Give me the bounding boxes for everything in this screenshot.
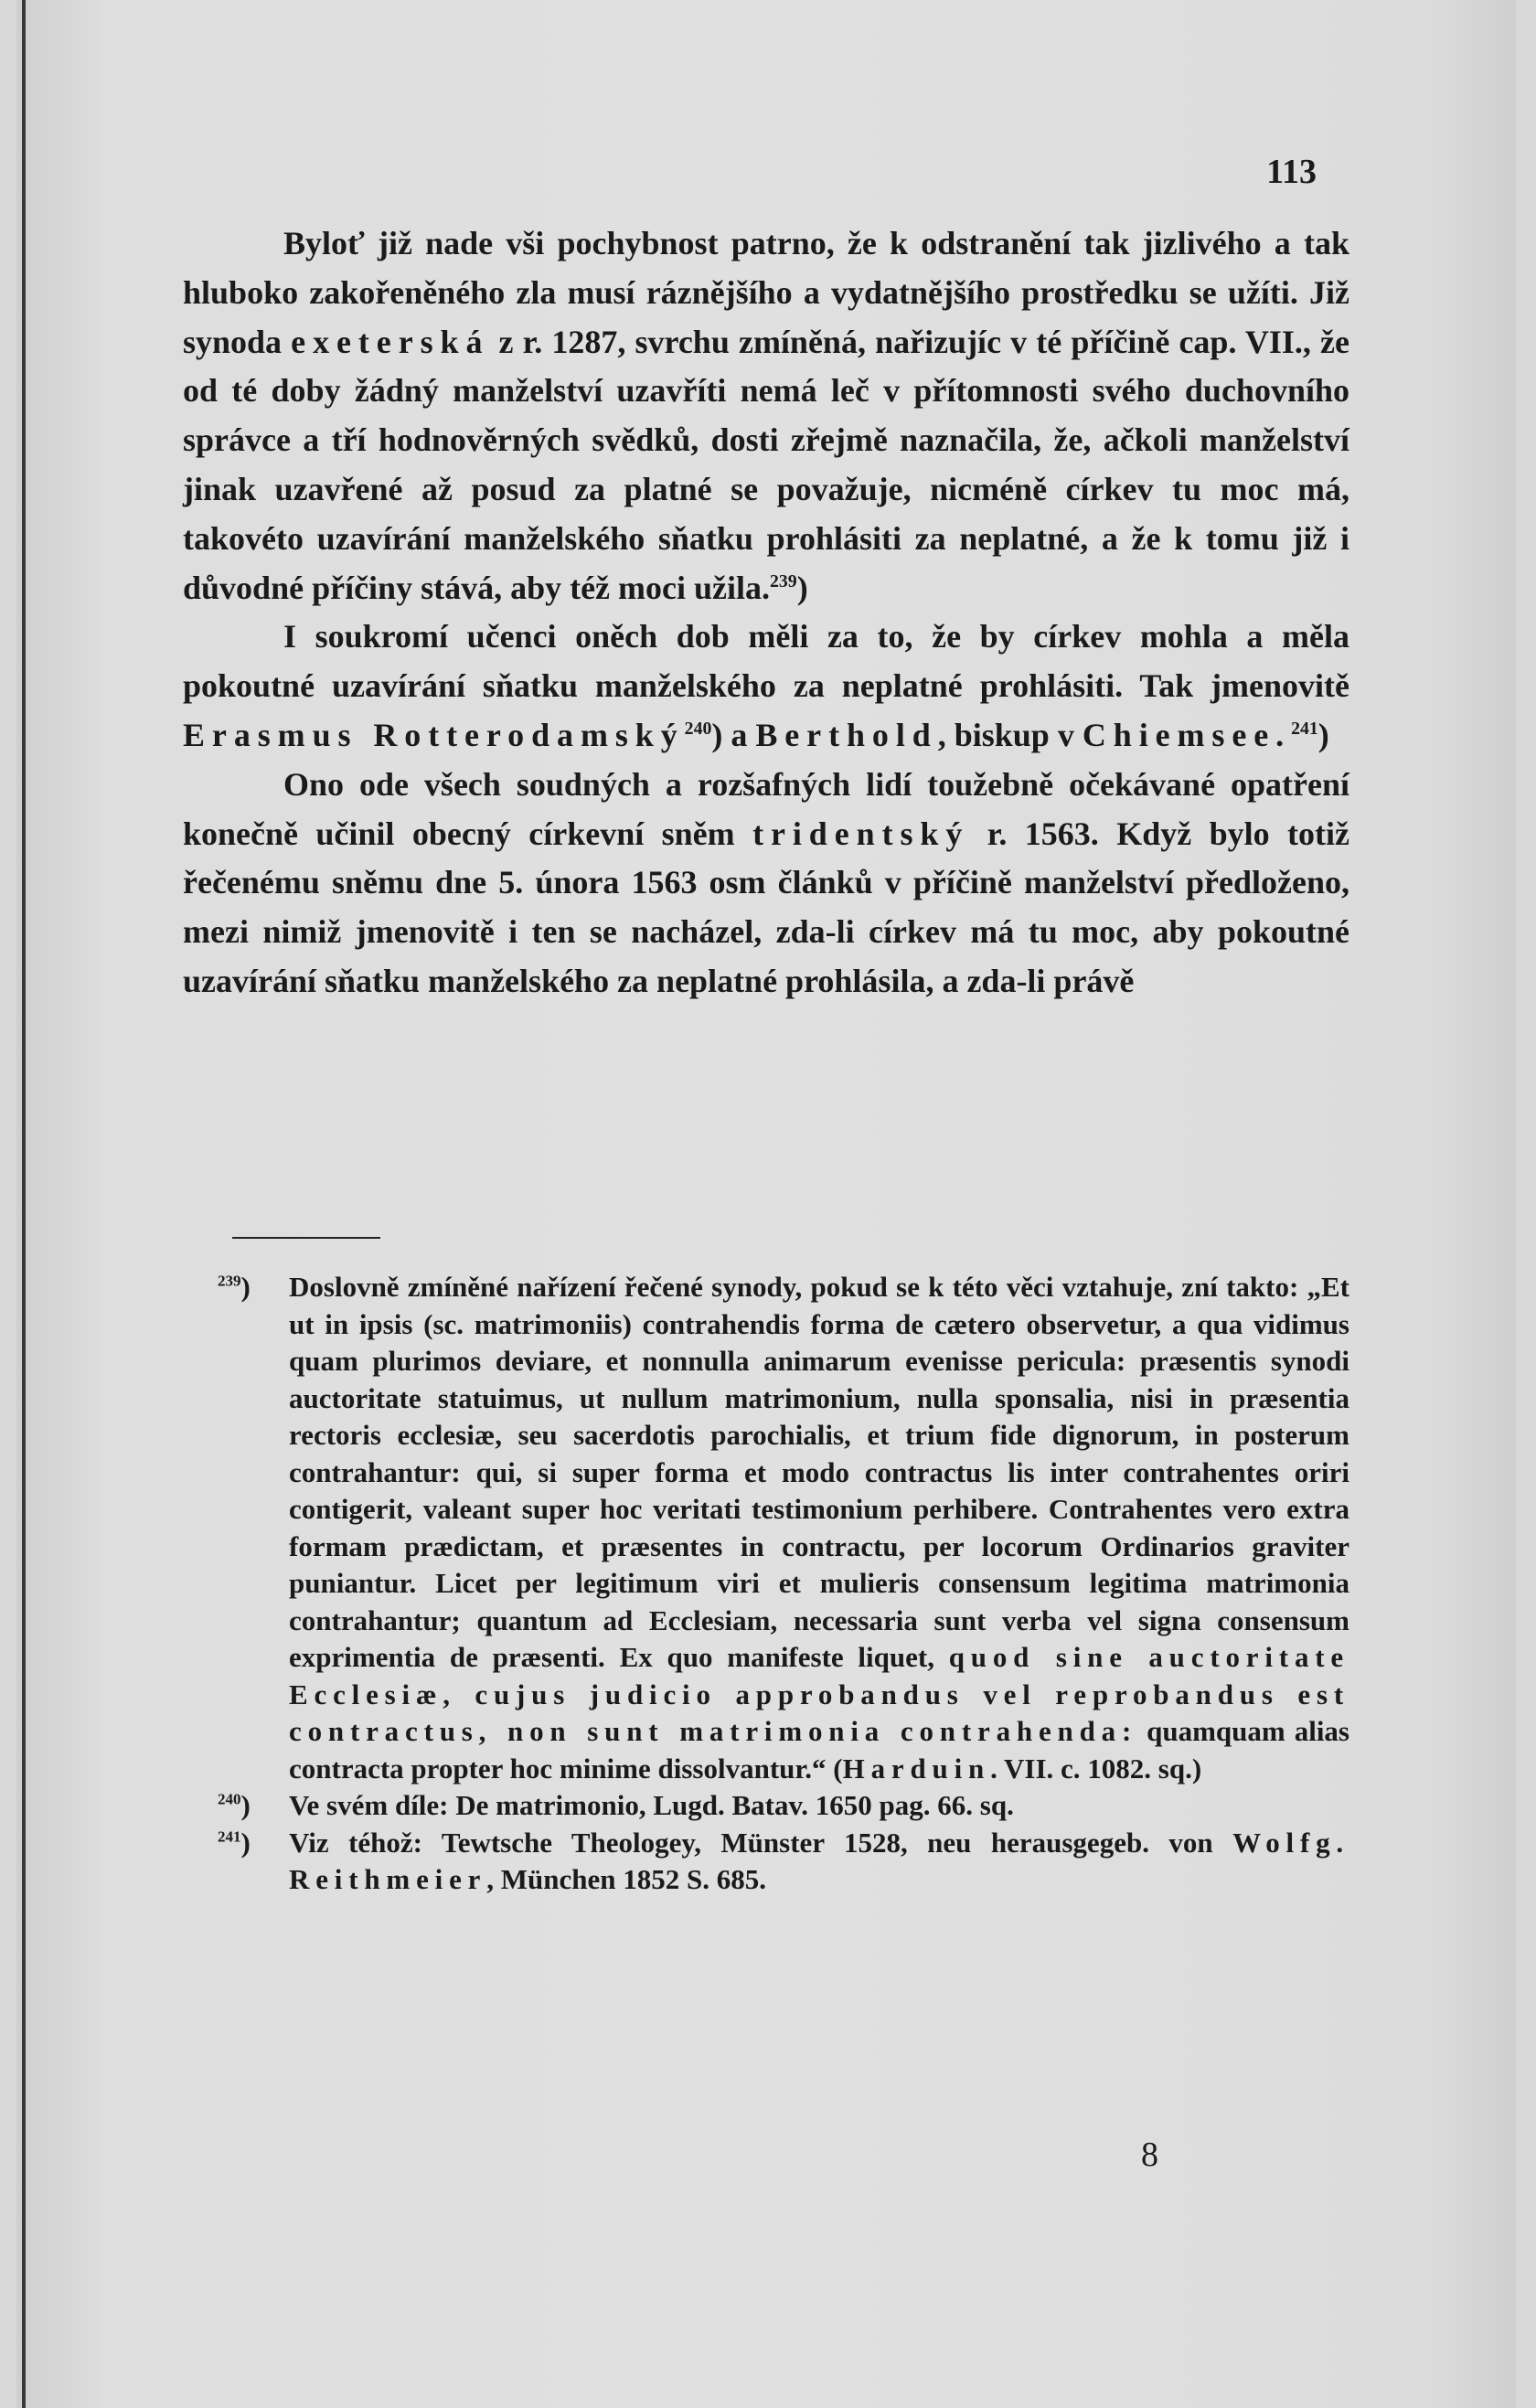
emphasis-erasmus: Erasmus Rotterodamský xyxy=(183,716,685,753)
paragraph-2-text-g: ) xyxy=(1317,716,1329,753)
footnotes xyxy=(218,1269,1349,1899)
emphasis-berthold: Berthold xyxy=(755,716,938,753)
emphasis-tridentsky: tridentský xyxy=(752,815,970,852)
paragraph-1-text-c: z r. 1287, svrchu zmíněná, nařizujíc v té příčině cap. VII., že od té doby žádný manželství uzavříti nemá leč v přítomnosti svého duchovního správce a tří hodnověrných svědků, dosti zřejmě naznačila, že, ačkoli manželství jinak uzavřené až posud za platné se považuje, nicméně církev tu moc má, takovéto uzavírání manželského sňatku prohlásiti za neplatné, a že k tomu již i důvodné příčiny stává, aby též moci užila. xyxy=(183,323,1349,606)
page-binding-edge xyxy=(22,0,26,2408)
footnote-mark: $^{240}$) xyxy=(218,1789,251,1821)
emphasis-quod-sine: quod sine auctoritate Ecclesiæ, cujus judicio approbandus vel reprobandus est contractus, non sunt matrimonia contrahenda: xyxy=(289,1641,1349,1747)
footnote-text: Viz téhož: Tewtsche Theologey, Münster 1528, neu herausgegeb. von Wolfg. Reithmeier, München 1852 S. 685. xyxy=(289,1826,1349,1895)
paragraph-1-text-a: Byloť již nade vši pochybnost patrno, že k odstranění tak jizlivého a tak hluboko zakořeněného zla musí ráznějšího a vydatnějšího prostředku se užíti. Již synoda xyxy=(183,225,1349,360)
footnote-ref-240: 240 xyxy=(684,718,712,739)
paragraph-3 xyxy=(183,761,1349,1007)
paragraph-2-text-c: ) a xyxy=(711,716,756,753)
main-text xyxy=(183,219,1349,1007)
footnote-ref-241: 241 xyxy=(1291,718,1318,739)
emphasis-reithmeier: Wolfg. Reithmeier xyxy=(289,1826,1349,1895)
footnote-239 xyxy=(218,1269,1349,1787)
signature-mark: 8 xyxy=(1141,2136,1158,2174)
footnote-separator xyxy=(232,1237,380,1239)
paragraph-1 xyxy=(183,219,1349,613)
footnote-mark: $^{241}$) xyxy=(218,1826,251,1859)
emphasis-exeterska: exeterská xyxy=(291,323,490,360)
emphasis-harduin: Harduin xyxy=(842,1752,991,1785)
paragraph-2 xyxy=(183,613,1349,760)
footnote-text: Doslovně zmíněné nařízení řečené synody, pokud se k této věci vztahuje, zní takto: „Et ut in ipsis (sc. matrimoniis) contrahendis forma de cætero observetur, a qua vidimus quam plurimos deviare, et nonnulla animarum evenisse pericula: præsentis synodi auctoritate statuimus, ut nullum matrimonium, nulla sponsalia, nisi in præsentia rectoris ecclesiæ, seu sacerdotis parochialis, et trium fide dignorum, in posterum contrahantur: qui, si super forma et modo contractus lis inter contrahentes oriri contigerit, valeant super hoc veritati testimonium perhibere. Contrahentes vero extra formam prædictam, et præsentes in contractu, per locorum Ordinarios graviter puniantur. Licet per legitimum viri et mulieris consensum legitima matrimonia contrahantur; quantum ad Ecclesiam, necessaria sunt verba vel signa consensum exprimentia de præsenti. Ex quo manifeste liquet, quod sine auctoritate Ecclesiæ, cujus judicio approbandus vel reprobandus est contractus, non sunt matrimonia contrahenda: quamquam alias contracta propter hoc minime dissolvantur.“ (Harduin. VII. c. 1082. sq.) xyxy=(289,1271,1349,1785)
emphasis-chiemsee: Chiemsee. xyxy=(1082,716,1292,753)
footnote-240 xyxy=(218,1787,1349,1825)
footnote-241 xyxy=(218,1825,1349,1899)
footnote-ref-239: 239 xyxy=(770,570,797,591)
footnote-text: Ve svém díle: De matrimonio, Lugd. Batav. 1650 pag. 66. sq. xyxy=(289,1789,1014,1821)
footnote-mark: $^{239}$) xyxy=(218,1271,251,1303)
paragraph-2-text-a: I soukromí učenci oněch dob měli za to, že by církev mohla a měla pokoutné uzavírání sňatku manželského za neplatné prohlásiti. Tak jmenovitě xyxy=(183,618,1349,705)
footnote-ref-close: ) xyxy=(796,569,808,606)
paragraph-3-text-a: Ono ode všech soudných a rozšafných lidí toužebně očekávané opatření konečně učinil obecný církevní sněm xyxy=(183,765,1349,852)
paragraph-2-text-e: , biskup v xyxy=(937,716,1083,753)
book-page xyxy=(16,0,1516,2408)
page-number: 113 xyxy=(1266,153,1317,191)
paragraph-3-text-c: r. 1563. Když bylo totiž řečenému sněmu dne 5. února 1563 osm článků v příčině manželství předloženo, mezi nimiž jmenovitě i ten se nacházel, zda-li církev má tu moc, aby pokoutné uzavírání sňatku manželského za neplatné prohlásila, a zda-li právě xyxy=(183,815,1349,999)
